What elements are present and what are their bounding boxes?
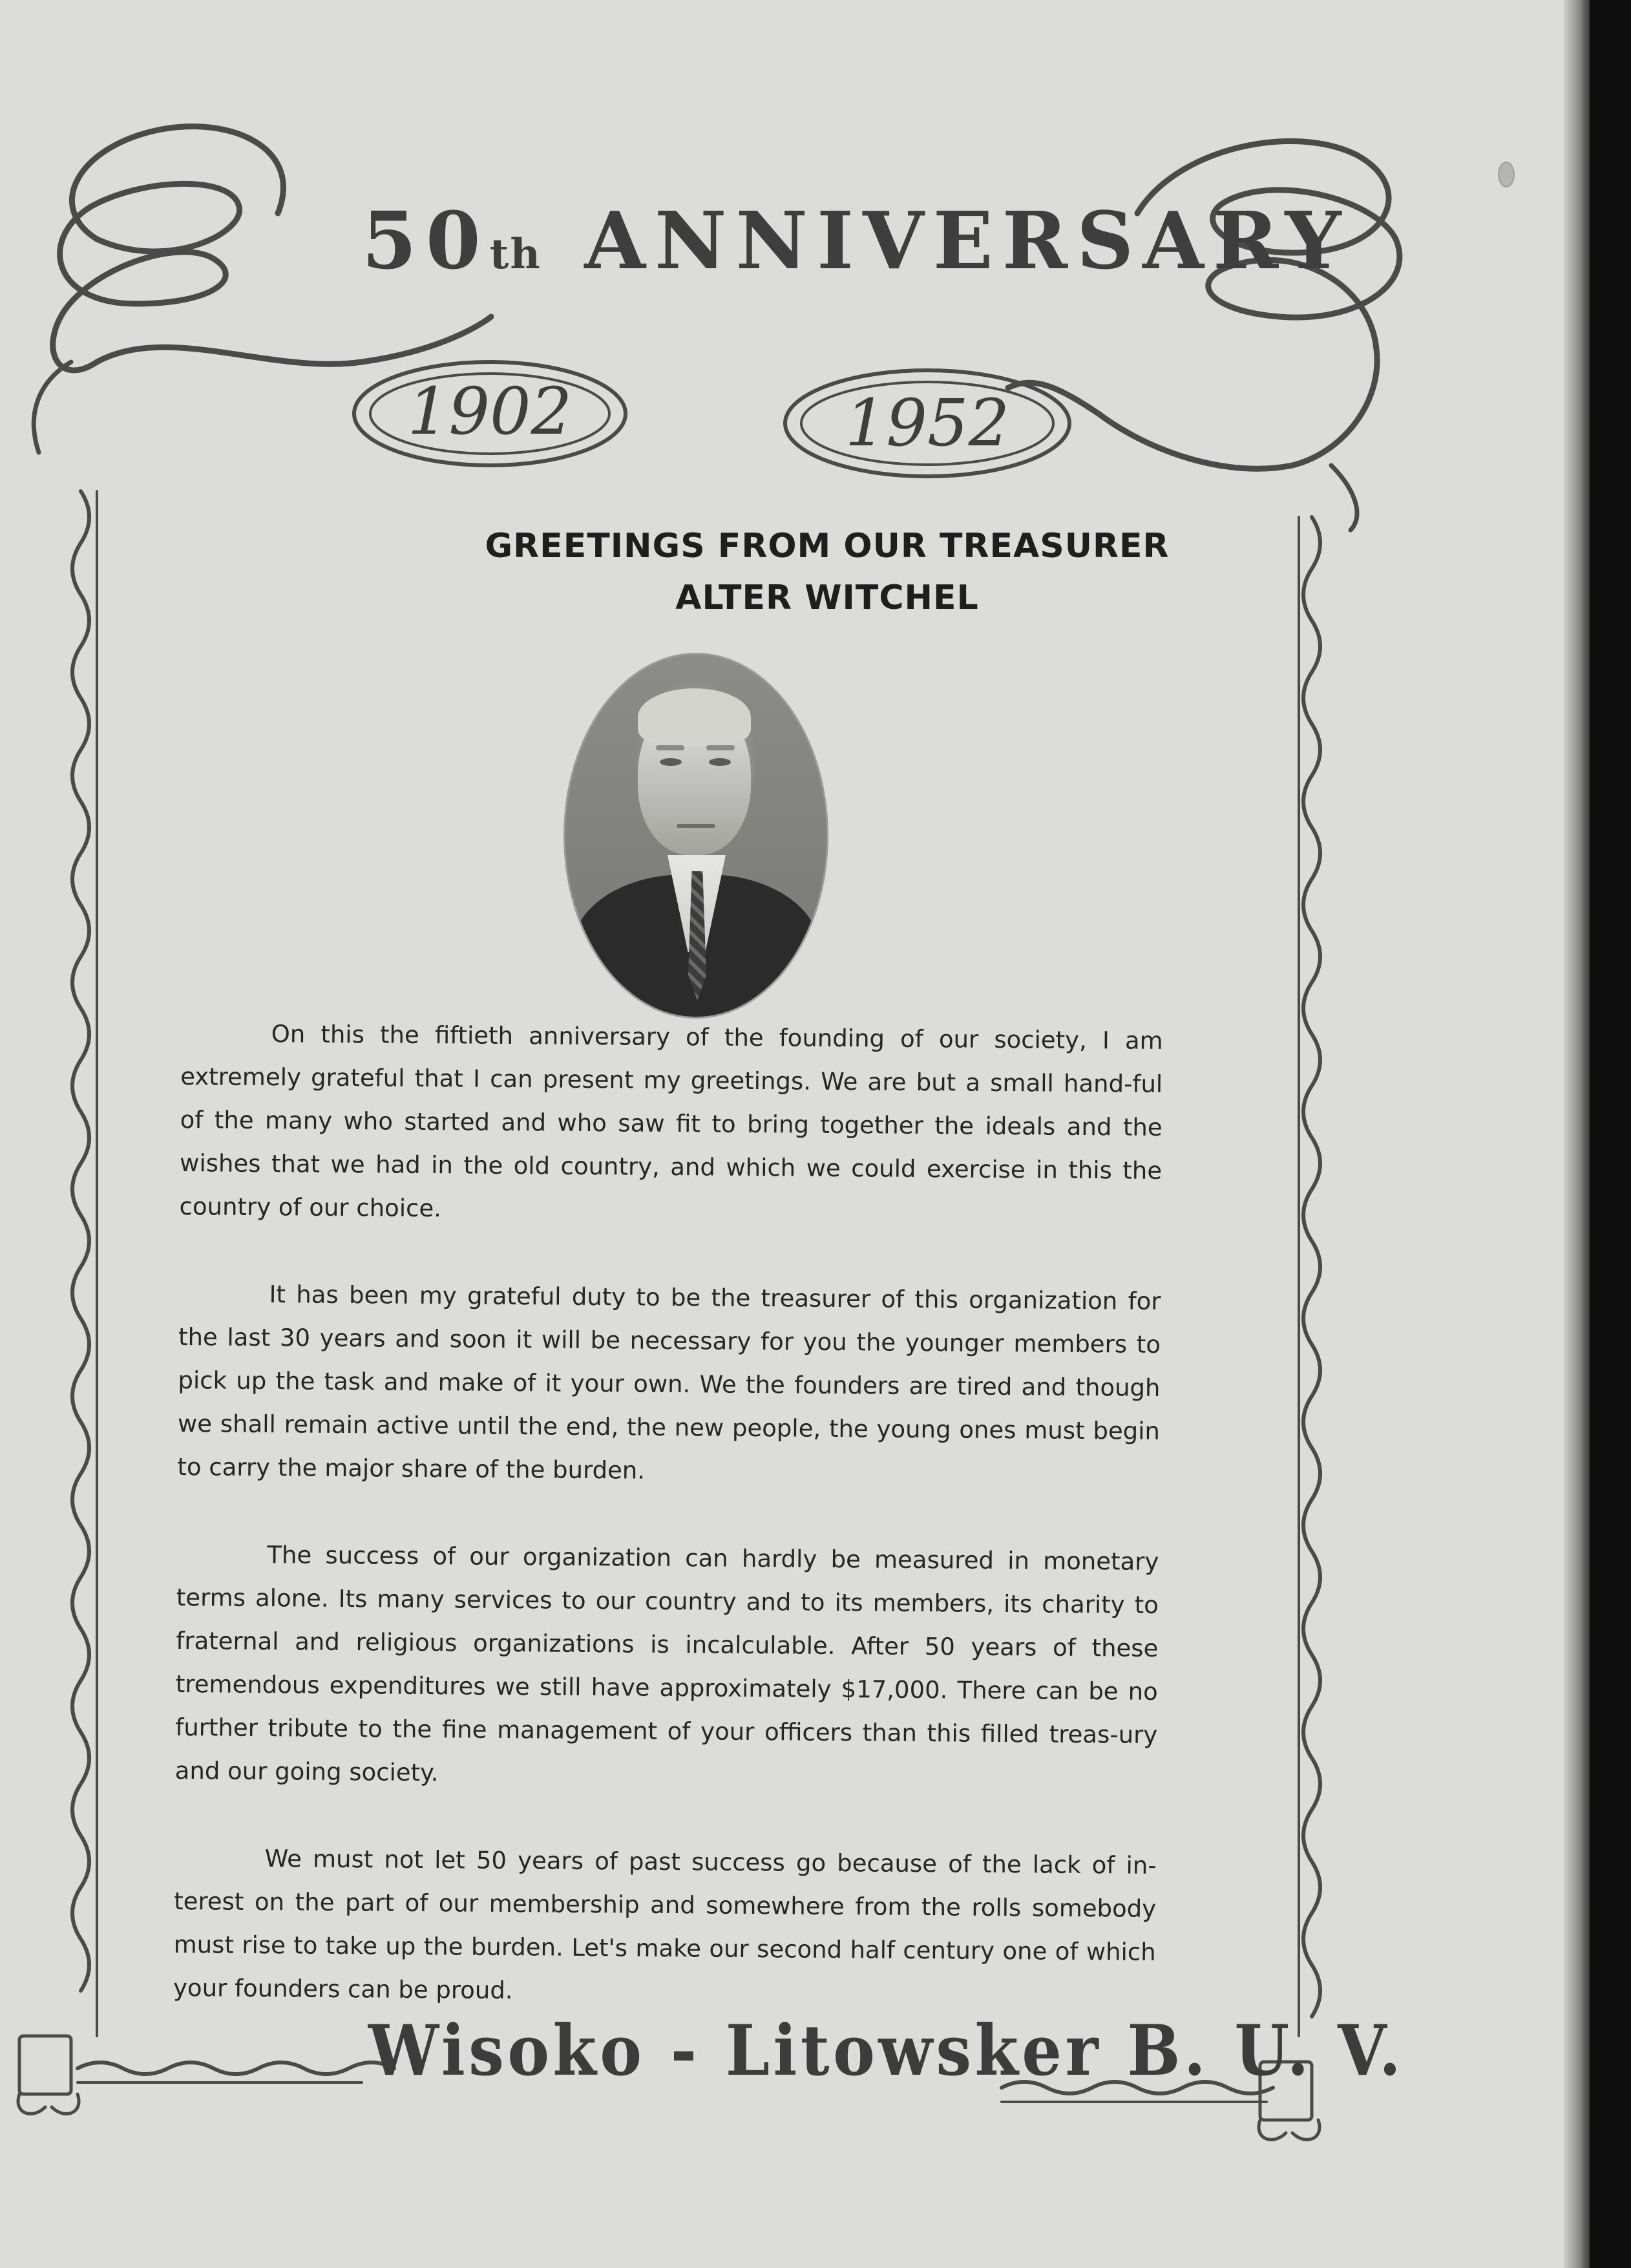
paragraph-2: It has been my grateful duty to be the treasurer of this organization for the last 30 years and soon it will be necessary for you the younger members to pick up the task and make of it your own. We the founders are tired and though we shall remain active until the end, the new people, the young ones must begin to carry the major share of the burden. [177, 1280, 1161, 1485]
year-end: 1952 [845, 385, 1010, 461]
paragraph-1: On this the fiftieth anniversary of the founding of our society, I am extremely grateful that I can present my greetings. We are but a small hand-ful of the many who started and who saw fit to bring together the ideals and the wishes that we had in the old country, and which we could exercise in this the country of our choice. [179, 1020, 1163, 1223]
portrait-eye-right [709, 758, 731, 766]
anniversary-suffix: th [489, 230, 542, 279]
anniversary-word: ANNIVERSARY [584, 194, 1351, 287]
letter-body [173, 1012, 1163, 2061]
binding-hole [1498, 162, 1515, 187]
anniversary-title [362, 194, 1351, 287]
anniversary-number: 50 [362, 194, 490, 287]
paragraph-4: We must not let 50 years of past success go because of the lack of in-terest on the part of our membership and somewhere from the rolls somebody must rise to take up the burden. Let's make our second half century one of which your founders can be proud. [173, 1845, 1157, 2005]
page-edge-shadow [1564, 0, 1590, 2268]
portrait-hair [638, 688, 751, 747]
bottom-left-ribbon [78, 2062, 394, 2074]
portrait-mouth [677, 824, 715, 828]
portrait-eye-left [660, 758, 682, 766]
treasurer-portrait [563, 653, 828, 1019]
society-name: Wisoko - Litowsker B. U. V. [368, 2010, 1405, 2092]
treasurer-name: ALTER WITCHEL [675, 578, 979, 617]
right-ribbon [1303, 517, 1320, 2017]
left-ribbon [72, 491, 89, 1991]
paragraph-3: The success of our organization can hardly be measured in monetary terms alone. Its many services to our country and to its members, its charity to fraternal and religious organizations is incalculable. After 50 years of these tremendous expenditures we still have approximately $17,000. There can be no further tribute to the fine management of your officers than this filled treas-ury and our going society. [174, 1541, 1159, 1787]
greeting-heading: GREETINGS FROM OUR TREASURER [485, 527, 1170, 566]
right-flourish [1008, 141, 1400, 469]
portrait-brow-left [656, 745, 684, 750]
bottom-left-scroll-end [19, 2036, 71, 2094]
year-start: 1902 [407, 374, 573, 449]
portrait-brow-right [706, 745, 735, 750]
